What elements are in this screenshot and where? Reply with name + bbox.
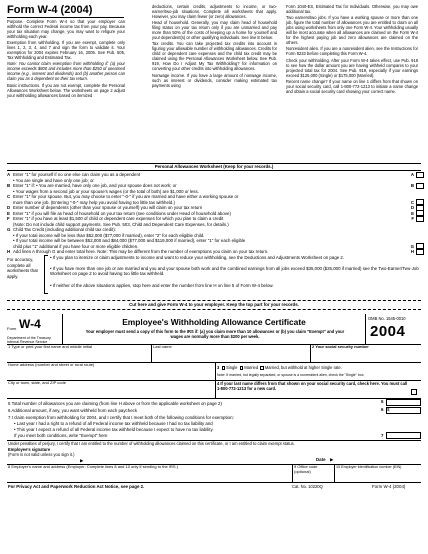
tax-credits-text: Tax credits. You can take projected tax credits into account in figuring your allowable number of withholding allowances. Credits for child or dependent care expenses and the child tax credit may be claimed using the Personal Allowances Worksheet below. See Pub. 919, How Do I Adjust My Tax Withholding? for information on converting your other credits into withholding allowances. xyxy=(152,41,277,72)
accuracy-itemize: • If you plan to itemize or claim adjustments to income and want to reduce your withholding, see the Deductions and Adjustments Worksheet on page 2. xyxy=(50,255,345,260)
first-name-input[interactable] xyxy=(8,351,149,361)
form-title: Form W-4 (2004) xyxy=(7,4,93,16)
instructions-column-3 xyxy=(286,4,418,95)
certificate-title: Employee's Withholding Allowance Certificate xyxy=(122,317,306,327)
basic-instructions-text: Basic instructions. If you are not exempt, complete the Personal Allowances Worksheet below. The worksheets on page 2 adjust your withholding allowances based on itemized xyxy=(7,82,125,98)
cut-line-text: Cut here and give Form W-4 to your employer. Keep the top part for your records. xyxy=(129,302,299,307)
exempt-input[interactable] xyxy=(386,432,421,439)
home-address-label: Home address (number and street or rural route) xyxy=(8,362,95,367)
worksheet-box-letter: E xyxy=(411,210,414,216)
nonwage-income-text: Nonwage income. If you have a large amount of nonwage income, such as interest or dividends, consider making estimated tax payments using xyxy=(152,72,277,88)
employer-name-label: 8 Employer's name and address (Employer: Complete lines 8 and 10 only if sending to the IRS.) xyxy=(8,464,178,469)
name-differs-text: 4 If your last name differs from that shown on your social security card, check here. You must call 1-800-772-1213 for a new card. xyxy=(217,381,408,391)
worksheet-box-letter: A xyxy=(410,172,414,177)
first-name-label: 1 Type or print your first name and middle initial xyxy=(8,344,92,349)
line-7a-text: • Last year I had a right to a refund of all Federal income tax withheld because I had no tax liability and xyxy=(14,421,213,426)
check-withholding-text: Check your withholding. After your Form W-4 takes effect, use Pub. 919 to see how the dollar amount you are having withheld compares to your projected total tax for 2004. See Pub. 919, especially if your earnings exceed $125,000 (Single) or $175,000 (Married). xyxy=(286,57,418,78)
city-state-zip-label: City or town, state, and ZIP code xyxy=(8,380,66,385)
additional-amount-input[interactable] xyxy=(386,407,421,414)
worksheet-box-letter: H xyxy=(410,249,414,254)
line-6-text: 6 Additional amount, if any, you want withheld from each paycheck xyxy=(8,408,138,413)
signature-field[interactable] xyxy=(88,452,308,462)
line-7-text: 7 I claim exemption from withholding for 2004, and I certify that I meet both of the following conditions for exemption: xyxy=(8,415,234,420)
form-year: 2004 xyxy=(370,323,406,340)
married-higher-single-checkbox[interactable] xyxy=(260,366,264,370)
worksheet-line-text: Enter "1" if you have at least $1,500 of child or dependent care expenses for which you plan to claim a credit xyxy=(13,216,224,221)
date-field[interactable] xyxy=(336,452,420,462)
line-5-text: 5 Total number of allowances you are claiming (from line H above or from the applicable worksheet on page 2) xyxy=(8,401,222,406)
line-7c-text: If you meet both conditions, write "Exempt" here xyxy=(14,433,108,438)
allowances-input[interactable] xyxy=(386,399,421,406)
ein-label: 10 Employer identification number (EIN) xyxy=(336,465,402,469)
worksheet-line-letter: F xyxy=(7,216,10,221)
date-label: Date xyxy=(316,457,326,462)
worksheet-line-letter: C xyxy=(7,194,11,199)
ssn-label: 2 Your social security number xyxy=(312,344,369,349)
two-earners-text: Two earners/two jobs. If you have a working spouse or more than one job, figure the total number of allowances you are entitled to claim on all jobs using worksheets from only one Form W-4. Your withholding usually will be most accurate when all allowances are claimed on the Form W-4 for the highest paying job and zero allowances are claimed on the others. xyxy=(286,15,418,46)
head-of-household-text: Head of household. Generally, you may claim head of household filing status on your tax return only if you are unmarried and pay more than 50% of the costs of keeping up a home for yourself and your dependent(s) or other qualifying individuals. See line E below. xyxy=(152,20,277,41)
worksheet-box-letter: C xyxy=(410,199,414,205)
worksheet-line-letter: G xyxy=(7,227,11,232)
last-name-input[interactable] xyxy=(153,351,308,361)
worksheet-line-letter: E xyxy=(7,210,10,216)
worksheet-line-text: • If your total income will be between $52,000 and $84,000 ($77,000 and $119,000 if married), enter "1" for each eligible xyxy=(13,238,246,243)
city-state-zip-input[interactable] xyxy=(8,387,213,397)
worksheet-line-text: Enter number of dependents (other than your spouse or yourself) you will claim on your tax return xyxy=(13,205,203,210)
worksheet-line-text: (Note: Do not include child support payments. See Pub. 503, Child and Dependent Care Expenses, for details.) xyxy=(13,221,229,227)
single-checkbox[interactable] xyxy=(222,366,226,370)
worksheet-line-text: • If your total income will be less than $52,000 ($77,000 if married), enter "2" for each eligible child. xyxy=(13,232,205,238)
form-1040es-text: Form 1040-ES, Estimated Tax for Individuals. Otherwise, you may owe additional tax. xyxy=(286,4,418,14)
accuracy-neither: • If neither of the above situations applies, stop here and enter the number from line H on line 5 of Form W-4 below. xyxy=(50,283,274,288)
exemption-text: Exemption from withholding. If you are exempt, complete only lines 1, 2, 3, 4, and 7 and sign the form to validate it. Your exemption for 2004 expires February 16, 2005. See Pub. 505, Tax Withholding and Estimated Tax. xyxy=(7,40,125,61)
worksheet-line-text: Child Tax Credit (including additional child tax credit): xyxy=(13,227,116,232)
worksheet-line-letter: A xyxy=(7,172,11,177)
line-7b-text: • This year I expect a refund of all Federal income tax withheld because I expect to have no tax liability. xyxy=(14,427,214,432)
footer-form-name: Form W-4 (2004) xyxy=(372,484,406,489)
worksheet-line-text: more than one job. (Entering "-0-" may help you avoid having too little tax withheld.) xyxy=(13,199,175,205)
worksheet-box-letter: B xyxy=(410,183,414,188)
instructions-column-2 xyxy=(152,4,277,89)
last-name-label: Last name xyxy=(153,344,172,349)
worksheet-line-text: Enter "1" for yourself if no one else can claim you as a dependent xyxy=(13,172,141,177)
note-text: Note: You cannot claim exemption from withholding if: (a) your income exceeds $800 and includes more than $250 of unearned income (e.g., interest and dividends) and (b) another person can claim you as a dependent on their tax return. xyxy=(7,61,125,82)
worksheet-amount-box[interactable] xyxy=(416,183,424,189)
home-address-input[interactable] xyxy=(8,369,213,379)
accuracy-two-earners: • If you have more than one job or are married and you and your spouse both work and the combined earnings from all jobs exceed $35,000 ($25,000 if married) see the Two-Earner/Two-Job Worksheet on page 2 to avoid having too little tax withheld. xyxy=(50,266,419,277)
form-number: W-4 xyxy=(19,317,41,331)
married-checkbox[interactable] xyxy=(240,366,244,370)
worksheet-line-text: Enter "1" if you will file as head of household on your tax return (see conditions under Head of household above) xyxy=(13,210,231,216)
footer-notice: For Privacy Act and Paperwork Reduction Act Notice, see page 2. xyxy=(8,484,145,489)
worksheet-line-letter: B xyxy=(7,183,11,188)
worksheet-amount-box[interactable] xyxy=(416,172,424,178)
worksheet-line-text: Enter "1" if: • You are married, have only one job, and your spouse does not work; or xyxy=(13,183,177,188)
footer-cat-no: Cat. No. 10220Q xyxy=(292,484,323,489)
omb-number: OMB No. 1545-0010 xyxy=(368,316,406,321)
perjury-statement: Under penalties of perjury, I certify that I am entitled to the number of withholding allowances claimed on this certificate, or I am entitled to claim exempt status. xyxy=(8,441,295,446)
worksheet-box-letter: D xyxy=(410,205,414,210)
worksheet-line-text: child plus "1" additional if you have four or more eligible children. xyxy=(13,243,139,249)
signature-note: (Form is not valid unless you sign it.) xyxy=(8,452,75,457)
worksheet-line xyxy=(7,249,417,254)
name-change-text: Recent name change? If your name on line 1 differs from that shown on your social security card, call 1-800-772-1213 to initiate a name change and obtain a social security card showing your correct name. xyxy=(286,78,418,94)
worksheet-line-text: Add lines A through G and enter total here. Note: This may be different from the number of exemptions you claim on your tax return. xyxy=(13,249,269,254)
worksheet-box-letter: G xyxy=(410,243,414,249)
worksheet-line-text: • Your wages from a second job or your spouse's wages (or the total of both) are $1,000 or less. xyxy=(13,188,199,194)
worksheet-box-letter: F xyxy=(411,216,414,221)
worksheet-line-letter: H xyxy=(7,249,11,254)
worksheet-line-letter: D xyxy=(7,205,11,210)
ein-input[interactable] xyxy=(336,471,420,481)
name-differs-checkbox[interactable] xyxy=(411,389,417,395)
nonresident-alien-text: Nonresident alien. If you are a nonresident alien, see the Instructions for Form 8233 before completing this Form W-4. xyxy=(286,46,418,57)
ssn-input[interactable] xyxy=(312,351,420,361)
signature-label: Employee's signature xyxy=(8,447,51,452)
worksheet-line-text: Enter "1" for your spouse. But, you may choose to enter "-0-" if you are married and have either a working spouse or xyxy=(13,194,239,199)
purpose-text: Purpose. Complete Form W-4 so that your employer can withhold the correct Federal income tax from your pay. Because your tax situation may change, you may want to refigure your withholding each year. xyxy=(7,19,125,39)
form-label: Form xyxy=(7,326,17,331)
worksheet-title: Personal Allowances Worksheet (Keep for your records.) xyxy=(154,164,274,169)
filing-status-note: Note: If married, but legally separated, or spouse is a nonresident alien, check the "Single" box. xyxy=(217,373,365,377)
employer-name-input[interactable] xyxy=(8,471,290,481)
filing-status: 3 Single Married Married, but withhold at higher Single rate. xyxy=(217,365,342,370)
accuracy-label: For accuracy, complete all worksheets that apply. xyxy=(7,257,38,279)
worksheet-amount-box[interactable] xyxy=(416,249,424,255)
instructions-column-1 xyxy=(7,19,125,99)
worksheet-amount-box[interactable] xyxy=(416,216,424,222)
deductions-text: deductions, certain credits, adjustments to income, or two-earner/two-job situations. Complete all worksheets that apply. However, you may claim fewer (or zero) allowances. xyxy=(152,4,277,19)
worksheet-line-text: • You are single and have only one job; or xyxy=(13,177,94,183)
office-code-label: 9 Office code (optional) xyxy=(294,464,318,474)
department-label: Department of the Treasury Internal Revenue Service xyxy=(7,336,51,345)
certificate-subtitle: Your employer must send a copy of this form to the IRS if: (a) you claim more than 10 allowances or (b) you claim "Exempt" and your wages are normally more than $200 per week. xyxy=(85,329,345,339)
